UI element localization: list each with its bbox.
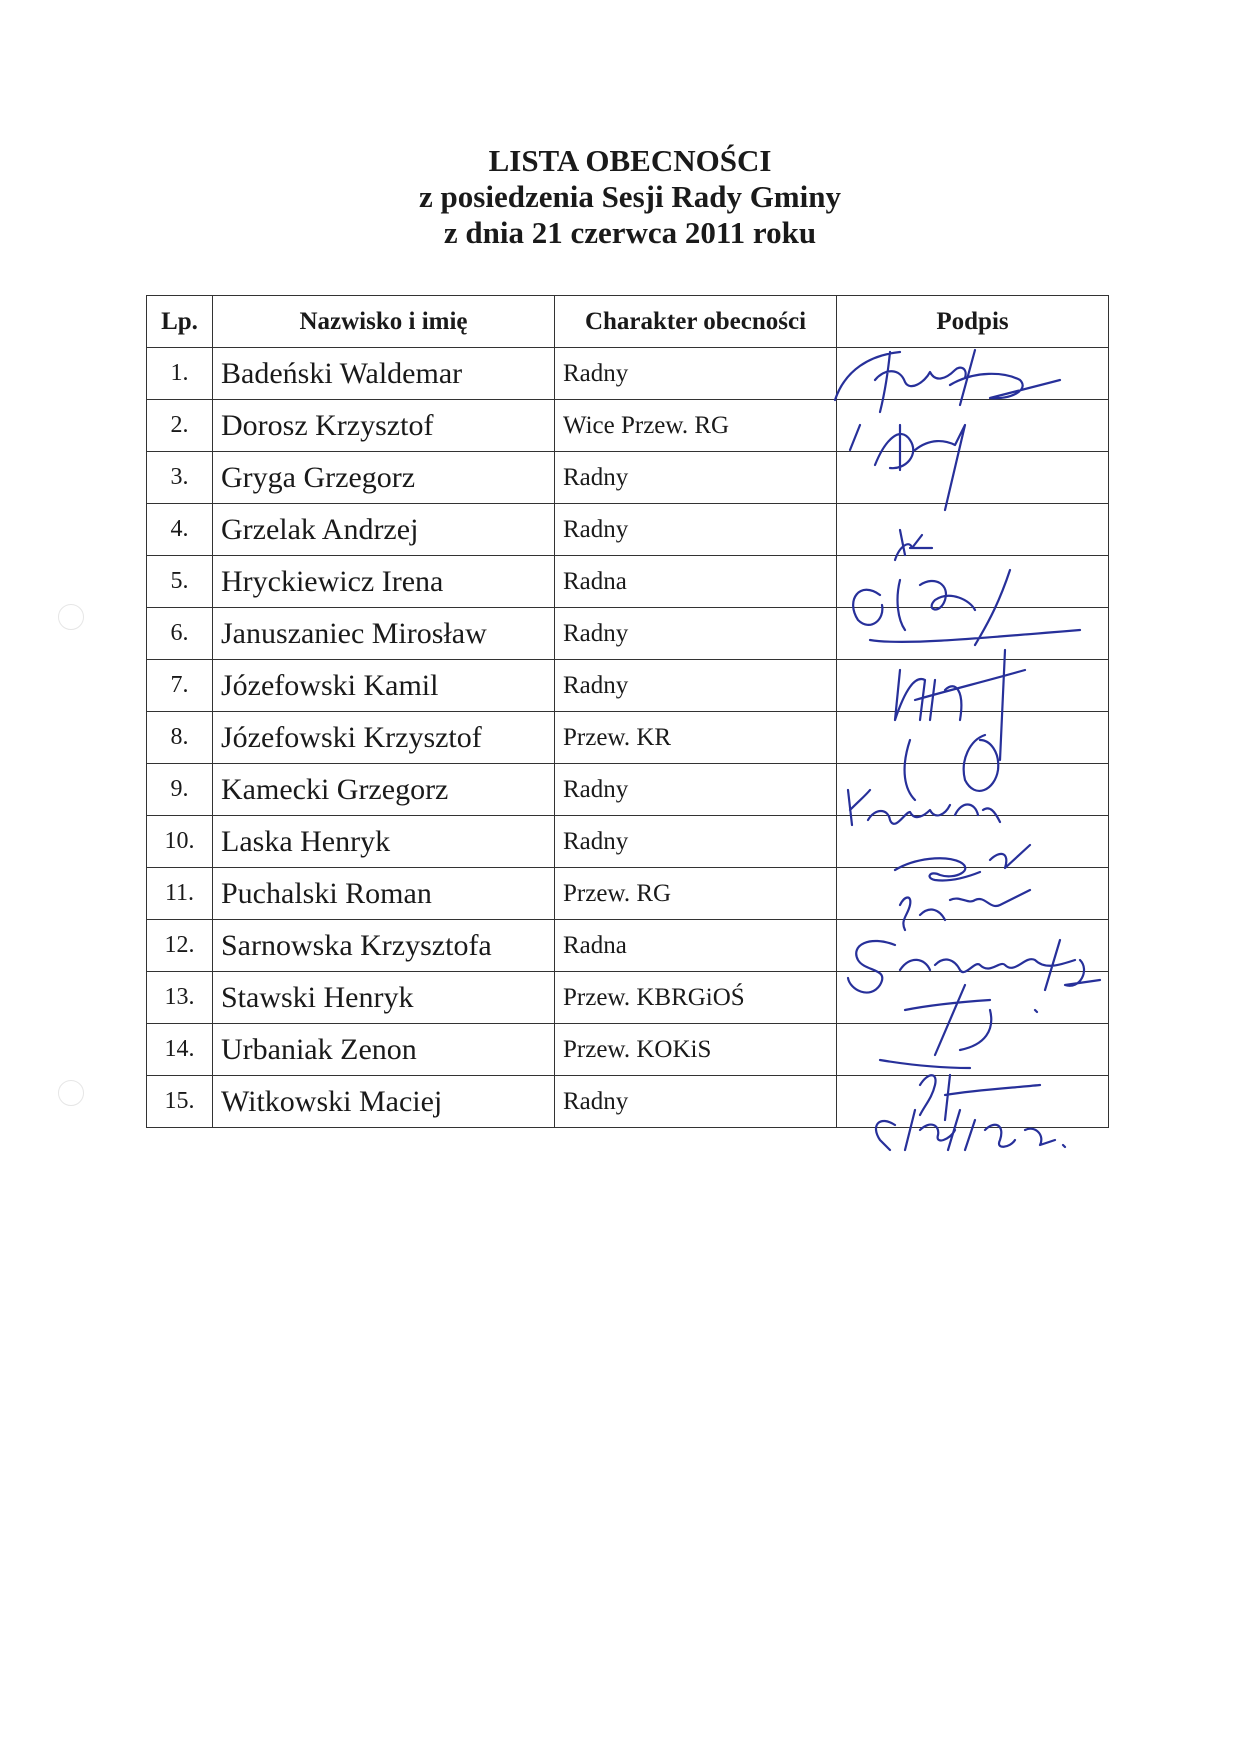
- row-lp: 9.: [147, 764, 213, 816]
- header-role: Charakter obecności: [555, 296, 837, 348]
- row-signature-cell: [837, 816, 1109, 868]
- row-signature-cell: [837, 1024, 1109, 1076]
- row-role: Radna: [555, 556, 837, 608]
- table-row: [147, 972, 1109, 1024]
- row-signature-cell: [837, 920, 1109, 972]
- attendance-table: [146, 295, 1109, 1128]
- header-signature: Podpis: [837, 296, 1109, 348]
- row-role: Przew. KBRGiOŚ: [555, 972, 837, 1024]
- row-lp: 12.: [147, 920, 213, 972]
- row-name: Witkowski Maciej: [213, 1076, 555, 1128]
- row-signature-cell: [837, 452, 1109, 504]
- row-lp: 7.: [147, 660, 213, 712]
- row-role: Radny: [555, 608, 837, 660]
- row-signature-cell: [837, 660, 1109, 712]
- row-lp: 1.: [147, 348, 213, 400]
- table-row: [147, 660, 1109, 712]
- row-signature-cell: [837, 712, 1109, 764]
- table-row: [147, 1024, 1109, 1076]
- title-line-3: z dnia 21 czerwca 2011 roku: [443, 215, 817, 250]
- row-signature-cell: [837, 556, 1109, 608]
- table-row: [147, 868, 1109, 920]
- row-role: Wice Przew. RG: [555, 400, 837, 452]
- row-role: Przew. KOKiS: [555, 1024, 837, 1076]
- row-name: Urbaniak Zenon: [213, 1024, 555, 1076]
- row-lp: 10.: [147, 816, 213, 868]
- title-line-1: LISTA OBECNOŚCI: [488, 143, 772, 178]
- table-row: [147, 816, 1109, 868]
- table-header-row: [147, 296, 1109, 348]
- row-lp: 5.: [147, 556, 213, 608]
- row-lp: 15.: [147, 1076, 213, 1128]
- row-signature-cell: [837, 608, 1109, 660]
- row-name: Kamecki Grzegorz: [213, 764, 555, 816]
- row-role: Radny: [555, 816, 837, 868]
- row-role: Radny: [555, 504, 837, 556]
- row-lp: 13.: [147, 972, 213, 1024]
- row-role: Radny: [555, 1076, 837, 1128]
- row-name: Badeński Waldemar: [213, 348, 555, 400]
- row-role: Radny: [555, 764, 837, 816]
- row-lp: 14.: [147, 1024, 213, 1076]
- title-line-2: z posiedzenia Sesji Rady Gminy: [419, 179, 841, 214]
- table-row: [147, 764, 1109, 816]
- row-lp: 2.: [147, 400, 213, 452]
- row-role: Radny: [555, 348, 837, 400]
- punch-hole-mark: [58, 1080, 84, 1106]
- row-name: Puchalski Roman: [213, 868, 555, 920]
- row-signature-cell: [837, 1076, 1109, 1128]
- row-role: Przew. RG: [555, 868, 837, 920]
- row-lp: 8.: [147, 712, 213, 764]
- row-role: Radny: [555, 452, 837, 504]
- row-signature-cell: [837, 972, 1109, 1024]
- header-name: Nazwisko i imię: [213, 296, 555, 348]
- table-row: [147, 712, 1109, 764]
- table-row: [147, 608, 1109, 660]
- row-name: Stawski Henryk: [213, 972, 555, 1024]
- table-row: [147, 920, 1109, 972]
- row-name: Januszaniec Mirosław: [213, 608, 555, 660]
- row-role: Radny: [555, 660, 837, 712]
- row-signature-cell: [837, 400, 1109, 452]
- row-name: Józefowski Kamil: [213, 660, 555, 712]
- row-name: Hryckiewicz Irena: [213, 556, 555, 608]
- row-name: Laska Henryk: [213, 816, 555, 868]
- row-name: Dorosz Krzysztof: [213, 400, 555, 452]
- table-row: [147, 348, 1109, 400]
- document-title: [0, 143, 1240, 251]
- header-lp: Lp.: [147, 296, 213, 348]
- row-lp: 3.: [147, 452, 213, 504]
- row-name: Józefowski Krzysztof: [213, 712, 555, 764]
- row-lp: 6.: [147, 608, 213, 660]
- table-row: [147, 556, 1109, 608]
- punch-hole-mark: [58, 604, 84, 630]
- row-signature-cell: [837, 868, 1109, 920]
- row-signature-cell: [837, 764, 1109, 816]
- row-name: Gryga Grzegorz: [213, 452, 555, 504]
- table-row: [147, 1076, 1109, 1128]
- row-role: Przew. KR: [555, 712, 837, 764]
- row-name: Sarnowska Krzysztofa: [213, 920, 555, 972]
- table-row: [147, 452, 1109, 504]
- table-row: [147, 504, 1109, 556]
- row-signature-cell: [837, 504, 1109, 556]
- row-lp: 4.: [147, 504, 213, 556]
- row-name: Grzelak Andrzej: [213, 504, 555, 556]
- row-role: Radna: [555, 920, 837, 972]
- row-lp: 11.: [147, 868, 213, 920]
- row-signature-cell: [837, 348, 1109, 400]
- table-row: [147, 400, 1109, 452]
